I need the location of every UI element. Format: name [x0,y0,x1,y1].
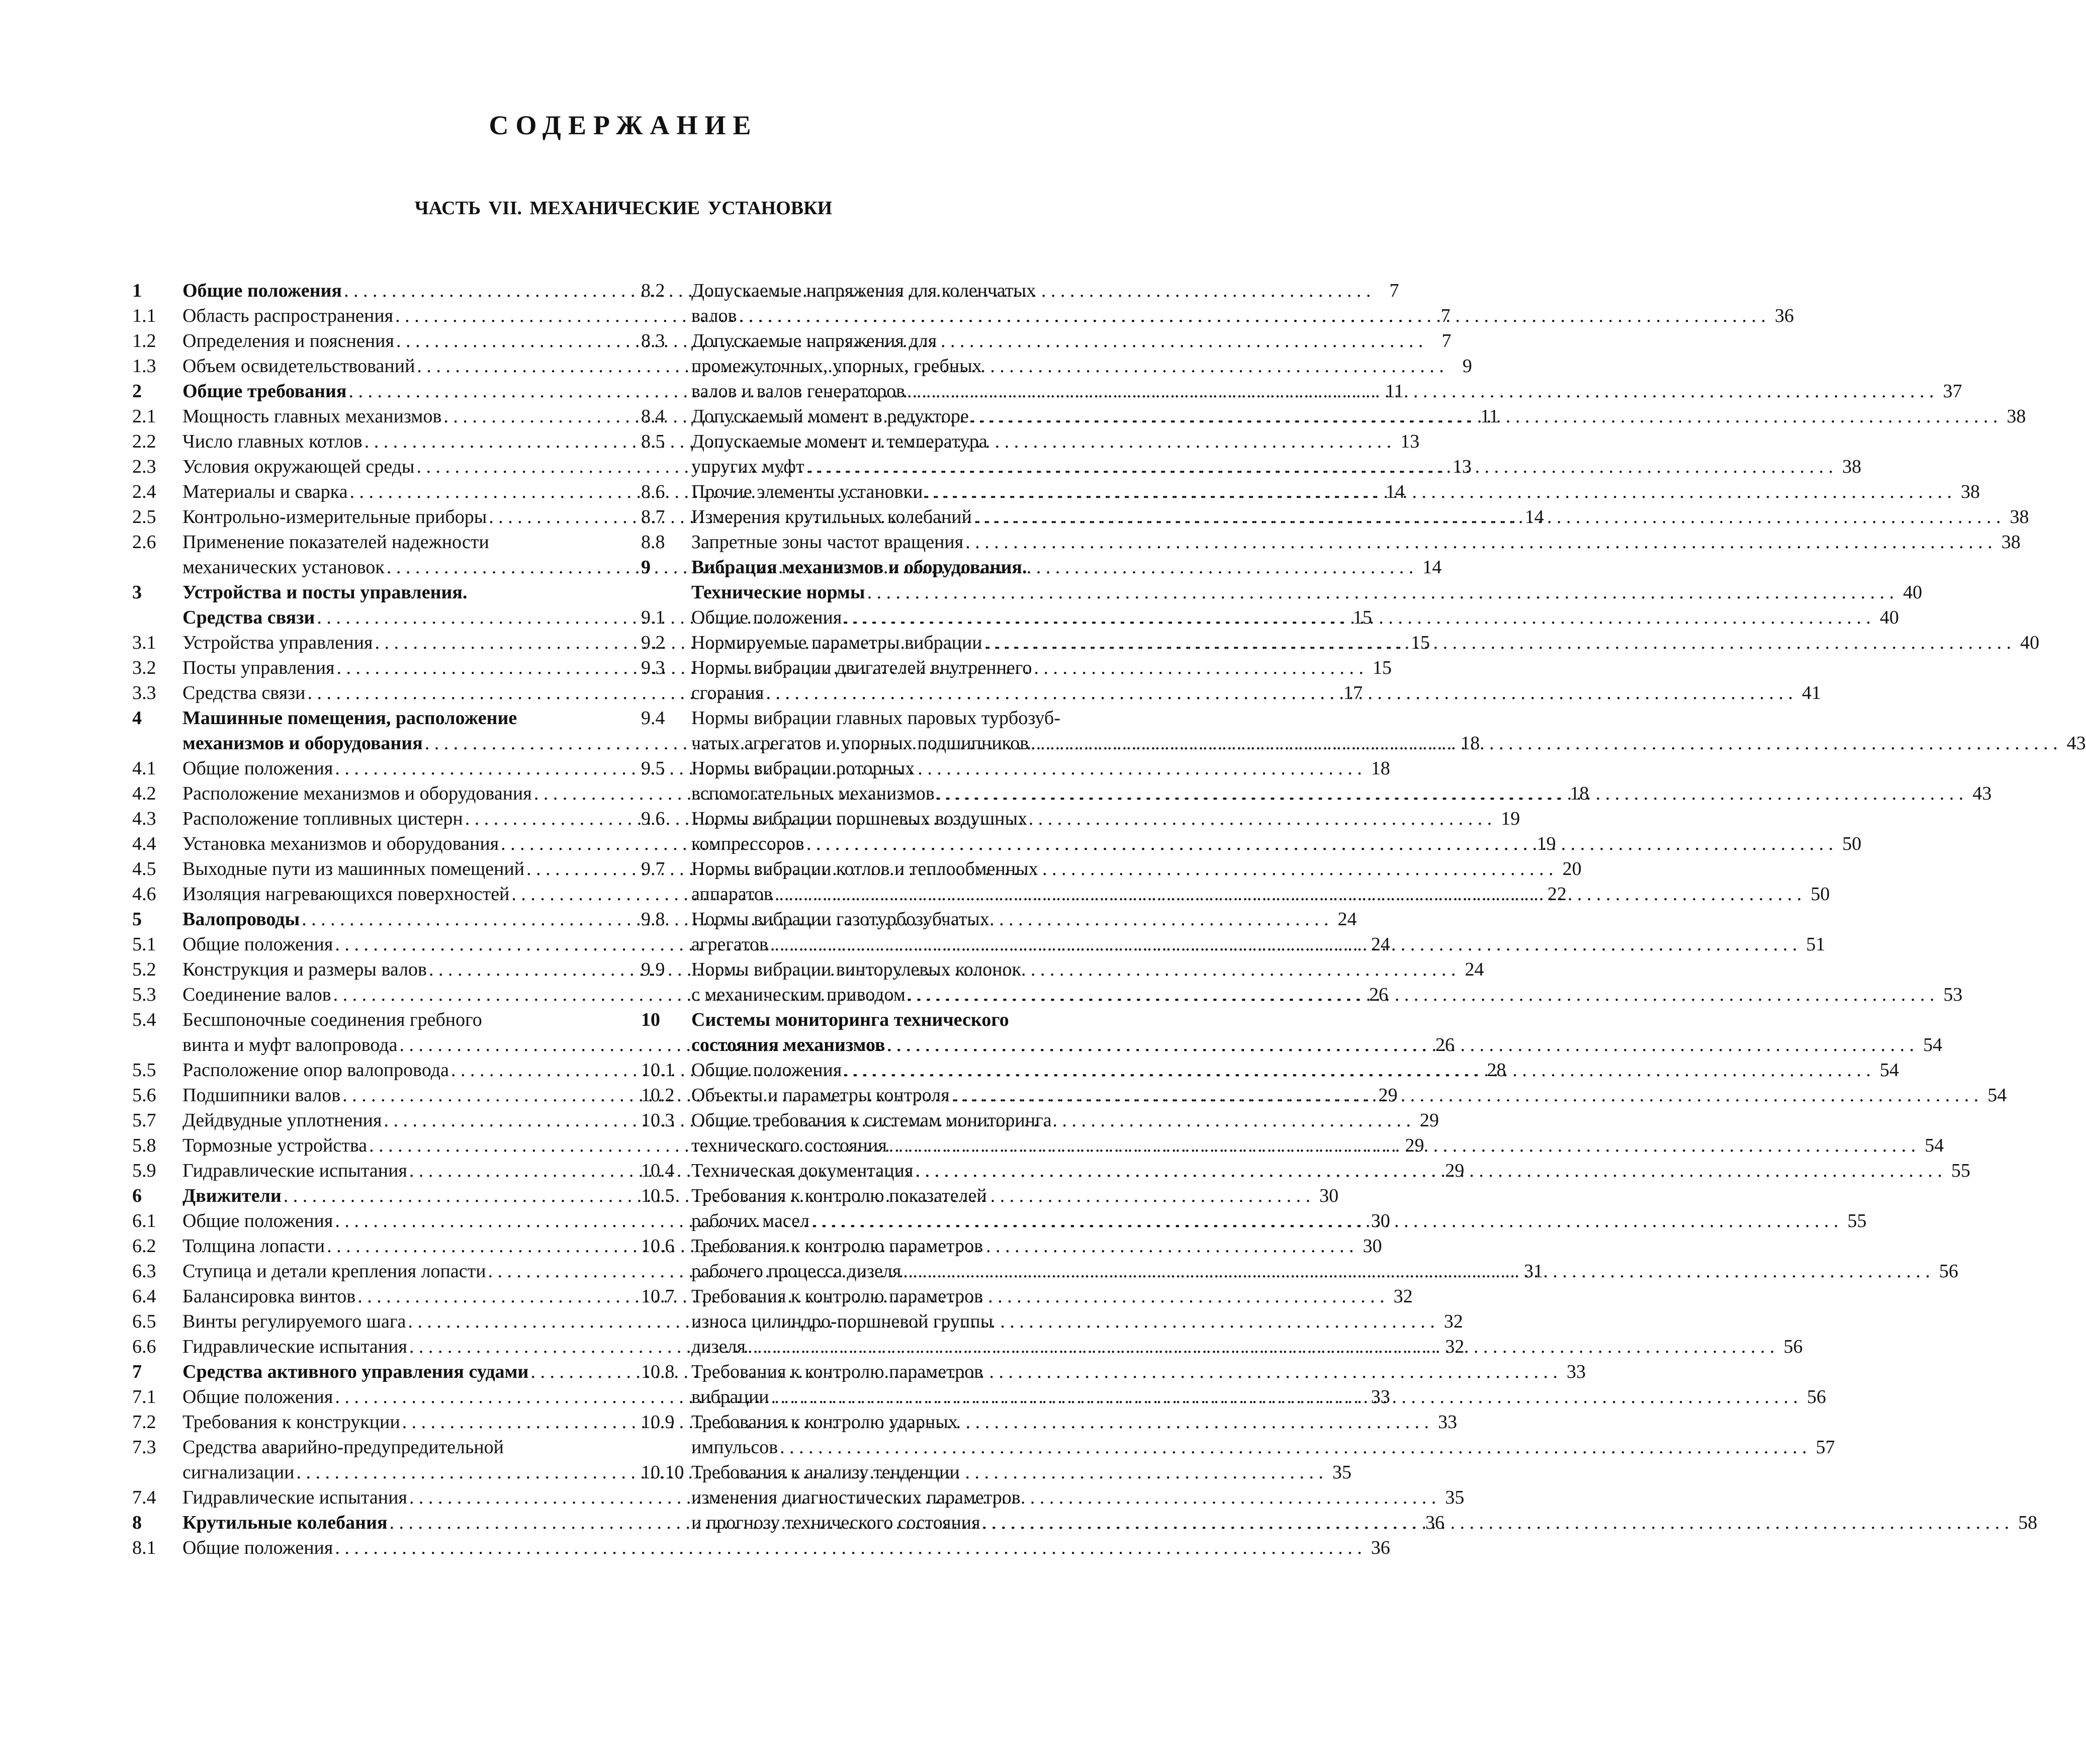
toc-entry-page: 43 [1972,783,1992,804]
toc-entry-number: 5.3 [132,984,156,1005]
toc-entry-title: состояния механизмов [691,1034,885,1055]
toc-entry-title: Гидравлические испытания [183,1487,407,1508]
toc-entry-page: 50 [1810,884,1830,905]
toc-entry-title: Материалы и сварка [183,481,348,502]
toc-entry-page: 36 [1775,305,1794,326]
toc-entry-number: 3 [132,582,142,603]
toc-entry-number: 6.1 [132,1210,156,1231]
toc-entry-number: 9.1 [641,607,665,628]
toc-entry-title: Область распространения [183,305,394,326]
toc-entry-number: 9.2 [641,632,665,653]
toc-entry-number: 3.2 [132,657,156,678]
toc-entry-page: 56 [1807,1386,1826,1407]
toc-entry-number: 5.5 [132,1060,156,1081]
toc-entry-page: 22 [1547,884,1567,905]
toc-entry-page: 29 [1420,1110,1439,1131]
toc-entry-title: чатых агрегатов и упорных подшипников [691,733,1029,754]
toc-entry-page: 56 [1783,1336,1803,1357]
toc-entry-page: 20 [1562,858,1582,879]
toc-entry-page: 40 [1903,582,1923,603]
toc-entry-title: Расположение опор валопровода [183,1060,449,1081]
toc-entry-title: валов и валов генераторов [691,381,905,402]
toc-entry-number: 10.8 [641,1361,675,1382]
toc-entry-page: 29 [1445,1160,1465,1181]
toc-entry-number: 5.8 [132,1135,156,1156]
toc-entry-title: Средства связи [183,607,315,628]
toc-entry-title: Машинные помещения, расположение [183,708,517,729]
toc-entry-page: 54 [1987,1085,2007,1106]
part-title: ЧАСТЬ VII. МЕХАНИЧЕСКИЕ УСТАНОВКИ [414,198,833,219]
toc-entry-title: технического состояния [691,1135,887,1156]
toc-entry-number: 7.4 [132,1487,156,1508]
toc-entry-page: 54 [1925,1135,1944,1156]
toc-entry-title: сгорания [691,682,764,703]
dot-leader [737,303,1766,328]
dot-leader [969,404,1998,429]
toc-entry-title: Мощность главных механизмов [183,406,442,427]
toc-entry-title: Требования к конструкции [183,1412,400,1433]
toc-entry-title: дизеля [691,1336,746,1357]
toc-entry-number: 6.4 [132,1286,156,1307]
toc-entry-title: Толщина лопасти [183,1236,325,1257]
toc-entry-title: механизмов и оборудования [183,733,423,754]
toc-entry-page: 38 [1961,481,1980,502]
toc-entry-title: Выходные пути из машинных помещений [183,858,525,879]
toc-entry-number: 2.1 [132,406,156,427]
toc-entry-number: 8.4 [641,406,665,427]
page-title: СОДЕРЖАНИЕ [489,110,758,140]
toc-entry-number: 8.2 [641,280,665,301]
toc-entry-title: Дейдвудные уплотнения [183,1110,382,1131]
dot-leader [768,932,1797,957]
toc-entry-number: 2.6 [132,532,156,553]
toc-entry-page: 13 [1400,431,1420,452]
toc-entry-title: Требования к контролю параметров [691,1236,983,1257]
toc-entry-number: 10.6 [641,1236,675,1257]
toc-entry-number: 9.3 [641,657,665,678]
toc-entry-number: 7.2 [132,1412,156,1433]
toc-entry-page: 15 [1352,607,1372,628]
dot-leader [842,605,1871,630]
toc-entry-number: 3.1 [132,632,156,653]
toc-entry-title: Средства связи [183,682,306,703]
toc-entry-title: Общие требования [183,381,347,402]
toc-entry-title: Нормы вибрации винторулевых колонок [691,959,1022,980]
toc-entry-title: Крутильные колебания [183,1512,388,1533]
toc-entry-page: 55 [1951,1160,1970,1181]
toc-entry-title: Гидравлические испытания [183,1160,407,1181]
toc-entry-page: 30 [1371,1210,1390,1231]
toc-entry-title: вспомогательных механизмов [691,783,935,804]
dot-leader [950,1083,1979,1108]
toc-entry-page: 14 [1422,557,1442,578]
toc-entry-number: 10.4 [641,1160,675,1181]
dot-leader [769,1384,1798,1409]
toc-entry [641,278,1794,328]
toc-entry-title: Техническая документация [691,1160,914,1181]
toc-entry-number: 6.6 [132,1336,156,1357]
toc-entry-page: 15 [1411,632,1430,653]
toc-entry-title: Балансировка винтов [183,1286,356,1307]
dot-leader [804,831,1834,856]
toc-entry-number: 8.1 [132,1537,156,1558]
toc-entry-page: 32 [1393,1286,1413,1307]
toc-entry-page: 35 [1332,1462,1352,1483]
toc-entry-page: 53 [1943,984,1963,1005]
toc-entry-number: 2.2 [132,431,156,452]
dot-leader [913,1158,1942,1183]
toc-entry-page: 30 [1319,1185,1339,1206]
toc-entry-title: аппаратов [691,884,773,905]
toc-entry-title: Установка механизмов и оборудования [183,833,499,854]
toc-entry-title: Нормы вибрации котлов и теплообменных [691,858,1038,879]
toc-entry-number: 2 [132,381,142,402]
toc-entry-title: Общие положения [183,1386,333,1407]
toc-entry-title: Требования к контролю параметров [691,1361,983,1382]
toc-entry-title: компрессоров [691,833,804,854]
toc-entry-number: 10.2 [641,1085,675,1106]
toc-entry-page: 32 [1445,1336,1465,1357]
toc-entry-page: 17 [1343,682,1363,703]
toc-entry-title: Общие положения [691,607,842,628]
toc-entry-page: 33 [1566,1361,1586,1382]
toc-entry-page: 29 [1405,1135,1424,1156]
toc-entry-page: 38 [2001,532,2021,553]
toc-entry-title: Общие положения [183,1210,333,1231]
dot-leader [865,580,1894,605]
toc-entry-page: 33 [1438,1412,1458,1433]
toc-entry-title: Требования к контролю ударных [691,1412,958,1433]
toc-entry-title: Соединение валов [183,984,331,1005]
toc-entry [132,1535,1390,1560]
toc-entry-number: 6 [132,1185,142,1206]
toc-entry-number: 1 [132,280,142,301]
dot-leader [804,454,1834,479]
dot-leader [935,781,1964,806]
toc-entry-page: 38 [1842,456,1862,477]
toc-entry-page: 14 [1524,506,1544,527]
toc-entry-page: 38 [2010,506,2029,527]
toc-entry-title: Допускаемые момент и температура [691,431,987,452]
toc-entry-number: 9 [641,557,651,578]
dot-leader [333,1535,1362,1560]
toc-entry-page: 26 [1435,1034,1455,1055]
toc-entry-title: Измерения крутильных колебаний [691,506,972,527]
toc-entry-title: Вибрация механизмов и оборудования. [691,557,1027,578]
toc-entry-page: 43 [2066,733,2086,754]
toc-entry-page: 55 [1847,1210,1867,1231]
dot-leader [905,379,1934,404]
dot-leader [764,680,1793,705]
toc-entry-number: 5.1 [132,934,156,955]
toc-entry-number: 10.7 [641,1286,675,1307]
toc-entry-number: 8.3 [641,330,665,351]
toc-entry-title: Нормы вибрации главных паровых турбозуб- [691,708,1061,729]
dot-leader [982,630,2012,655]
toc-entry-page: 58 [2018,1512,2038,1533]
toc-entry-number: 6.2 [132,1236,156,1257]
toc-entry-number: 5 [132,909,142,930]
toc-entry-number: 3.3 [132,682,156,703]
toc-entry-title: Средства активного управления судами [183,1361,529,1382]
toc-entry-number: 9.6 [641,808,665,829]
toc-entry-page: 24 [1371,934,1390,955]
toc-entry-page: 56 [1939,1261,1958,1282]
toc-entry-title: Допускаемый момент в редукторе [691,406,969,427]
toc-entry-title: импульсов [691,1437,778,1458]
dot-leader [1029,731,2058,756]
dot-leader [972,504,2001,530]
toc-entry-title: Расположение топливных цистерн [183,808,463,829]
toc-entry-number: 5.6 [132,1085,156,1106]
toc-entry-title: Условия окружающей среды [183,456,415,477]
toc-entry-number: 8 [132,1512,142,1533]
toc-entry-title: Допускаемые напряжения для коленчатых [691,280,1036,301]
toc-entry-title: Объекты и параметры контроля [691,1085,950,1106]
toc-entry-title: Подшипники валов [183,1085,341,1106]
toc-entry-page: 14 [1385,481,1405,502]
dot-leader [963,530,1992,555]
toc-entry-title: Изоляция нагревающихся поверхностей [183,884,510,905]
dot-leader [746,1334,1775,1359]
toc-entry-page: 50 [1842,833,1862,854]
toc-entry-page: 7 [1440,305,1450,326]
toc-entry-number: 2.5 [132,506,156,527]
toc-entry-title: Допускаемые напряжения для [691,330,937,351]
toc-entry-number: 4.5 [132,858,156,879]
toc-entry-title: Бесшпоночные соединения гребного [183,1009,482,1030]
toc-entry-title: Нормы вибрации поршневых воздушных [691,808,1028,829]
toc-entry-number: 1.2 [132,330,156,351]
toc-entry-title: Средства аварийно-предупредительной [183,1437,504,1458]
toc-entry-number: 9.7 [641,858,665,879]
toc-entry-title: Требования к анализу тенденции [691,1462,960,1483]
toc-entry-title: Определения и пояснения [183,330,394,351]
toc-entry-number: 5.9 [132,1160,156,1181]
toc-entry-title: Посты управления [183,657,335,678]
dot-leader [809,1208,1839,1233]
toc-entry-page: 37 [1943,381,1962,402]
toc-entry-page: 9 [1462,356,1472,377]
toc-entry-page: 36 [1425,1512,1445,1533]
toc-entry-page: 41 [1802,682,1822,703]
toc-entry-page: 19 [1501,808,1520,829]
toc-entry-number: 8.7 [641,506,665,527]
toc-entry-title: Запретные зоны частот вращения [691,532,964,553]
toc-entry-title: Число главных котлов [183,431,362,452]
toc-entry-title: Общие требования к системам мониторинга [691,1110,1052,1131]
toc-entry-number: 9.9 [641,959,665,980]
toc-entry-number: 5.2 [132,959,156,980]
toc-entry-title: винта и муфт валопровода [183,1034,398,1055]
toc-entry-title: Технические нормы [691,582,865,603]
toc-entry-title: Ступица и детали крепления лопасти [183,1261,486,1282]
toc-entry-page: 31 [1524,1261,1544,1282]
toc-entry-page: 36 [1371,1537,1390,1558]
toc-entry-title: Нормируемые параметры вибрации [691,632,982,653]
toc-entry-title: упругих муфт [691,456,804,477]
dot-leader [923,479,1952,504]
toc-entry-page: 57 [1816,1437,1835,1458]
toc-entry-title: Нормы вибрации двигателей внутреннего [691,657,1032,678]
toc-entry-number: 9.5 [641,758,665,779]
toc-entry-number: 4 [132,708,142,729]
toc-entry-page: 11 [1480,406,1499,427]
toc-entry-number: 10.9 [641,1412,675,1433]
toc-entry-page: 30 [1363,1236,1382,1257]
toc-entry-number: 10.1 [641,1060,675,1081]
toc-entry-number: 9.4 [641,708,665,729]
toc-entry-number: 1.1 [132,305,156,326]
toc-entry-page: 28 [1487,1060,1506,1081]
toc-entry-title: с механическим приводом [691,984,905,1005]
toc-entry-title: Гидравлические испытания [183,1336,407,1357]
toc-entry-page: 38 [2007,406,2026,427]
dot-leader [980,1510,2010,1535]
toc-entry-title: рабочего процесса дизеля [691,1261,901,1282]
toc-entry-page: 35 [1445,1487,1465,1508]
toc-entry-title: сигнализации [183,1462,295,1483]
toc-entry-title: Объем освидетельствований [183,356,415,377]
dot-leader [842,1057,1871,1083]
toc-entry-number: 9.8 [641,909,665,930]
toc-entry-title: изменения диагностических параметров [691,1487,1021,1508]
toc-entry-page: 13 [1452,456,1472,477]
toc-entry-page: 18 [1570,783,1589,804]
toc-entry-title: Системы мониторинга технического [691,1009,1009,1030]
toc-entry-number: 4.1 [132,758,156,779]
toc-entry-number: 2.3 [132,456,156,477]
dot-leader [905,982,1935,1007]
toc-entry-number: 4.4 [132,833,156,854]
toc-entry-title: Общие положения [183,1537,333,1558]
toc-entry-number: 2.4 [132,481,156,502]
toc-entry-page: 19 [1536,833,1556,854]
toc-entry-title: Нормы вибрации газотурбозубчатых [691,909,989,930]
toc-entry-title: рабочих масел [691,1210,809,1231]
toc-entry-title: износа цилиндро-поршневой группы [691,1311,993,1332]
toc-entry-number: 7 [132,1361,142,1382]
toc-entry-title: Винты регулируемого шага [183,1311,406,1332]
toc-entry-title: Общие положения [183,758,333,779]
toc-entry-title: валов [691,305,737,326]
toc-entry-title: вибрации [691,1386,769,1407]
toc-entry-page: 51 [1806,934,1826,955]
toc-entry-page: 40 [2020,632,2040,653]
toc-entry-title: промежуточных, упорных, гребных [691,356,982,377]
toc-entry-page: 54 [1923,1034,1943,1055]
dot-leader [901,1259,1930,1284]
toc-entry-title: Общие положения [183,934,333,955]
toc-entry-number: 4.2 [132,783,156,804]
toc-entry-number: 10 [641,1009,660,1030]
toc-entry-page: 15 [1373,657,1392,678]
toc-entry-title: Контрольно-измерительные приборы [183,506,487,527]
toc-entry [641,530,2021,555]
toc-entry-title: механических установок [183,557,385,578]
toc-entry-page: 24 [1465,959,1484,980]
toc-entry-page: 33 [1371,1386,1390,1407]
toc-entry-page: 18 [1371,758,1390,779]
toc-entry-page: 40 [1879,607,1899,628]
toc-entry-title: Общие положения [183,280,342,301]
toc-entry-title: Расположение механизмов и оборудования [183,783,532,804]
toc-entry-number: 8.6 [641,481,665,502]
toc-entry-number: 4.6 [132,884,156,905]
toc-entry-number: 6.5 [132,1311,156,1332]
toc-entry-number: 1.3 [132,356,156,377]
toc-entry-title: и прогнозу технического состояния [691,1512,980,1533]
toc-entry-title: Нормы вибрации роторных [691,758,915,779]
toc-entry-title: Применение показателей надежности [183,532,489,553]
toc-entry-number: 4.3 [132,808,156,829]
toc-entry-page: 32 [1443,1311,1463,1332]
toc-entry-title: Общие положения [691,1060,842,1081]
toc-entry-title: Валопроводы [183,909,300,930]
toc-entry-number: 6.3 [132,1261,156,1282]
toc-entry-page: 26 [1369,984,1389,1005]
toc-entry-title: Требования к контролю параметров [691,1286,983,1307]
toc-entry-title: Прочие элементы установки [691,481,923,502]
toc-entry-page: 7 [1389,280,1399,301]
toc-entry-title: агрегатов [691,934,768,955]
toc-entry-page: 11 [1385,381,1404,402]
toc-entry-number: 10.3 [641,1110,675,1131]
toc-entry-page: 7 [1441,330,1452,351]
toc-entry-number: 5.7 [132,1110,156,1131]
toc-entry-title: Конструкция и размеры валов [183,959,427,980]
toc-entry-number: 10.5 [641,1185,675,1206]
toc-entry-title: Тормозные устройства [183,1135,368,1156]
toc-entry-number: 7.3 [132,1437,156,1458]
toc-entry-number: 8.5 [641,431,665,452]
toc-entry-number: 10.10 [641,1462,684,1483]
toc-entry-number: 5.4 [132,1009,156,1030]
dot-leader [773,881,1802,907]
toc-entry-page: 18 [1461,733,1480,754]
dot-leader [778,1435,1807,1460]
dot-leader [885,1032,1915,1057]
toc-entry-page: 29 [1378,1085,1398,1106]
toc-entry-title: Требования к контролю показателей [691,1185,987,1206]
toc-entry-number: 8.8 [641,532,665,553]
toc-entry-page: 24 [1337,909,1357,930]
dot-leader [887,1133,1916,1158]
toc-entry-title: Устройства и посты управления. [183,582,468,603]
toc-entry-title: Устройства управления [183,632,373,653]
toc-entry-page: 54 [1879,1060,1899,1081]
toc-entry-title: Движители [183,1185,282,1206]
toc-entry-number: 7.1 [132,1386,156,1407]
